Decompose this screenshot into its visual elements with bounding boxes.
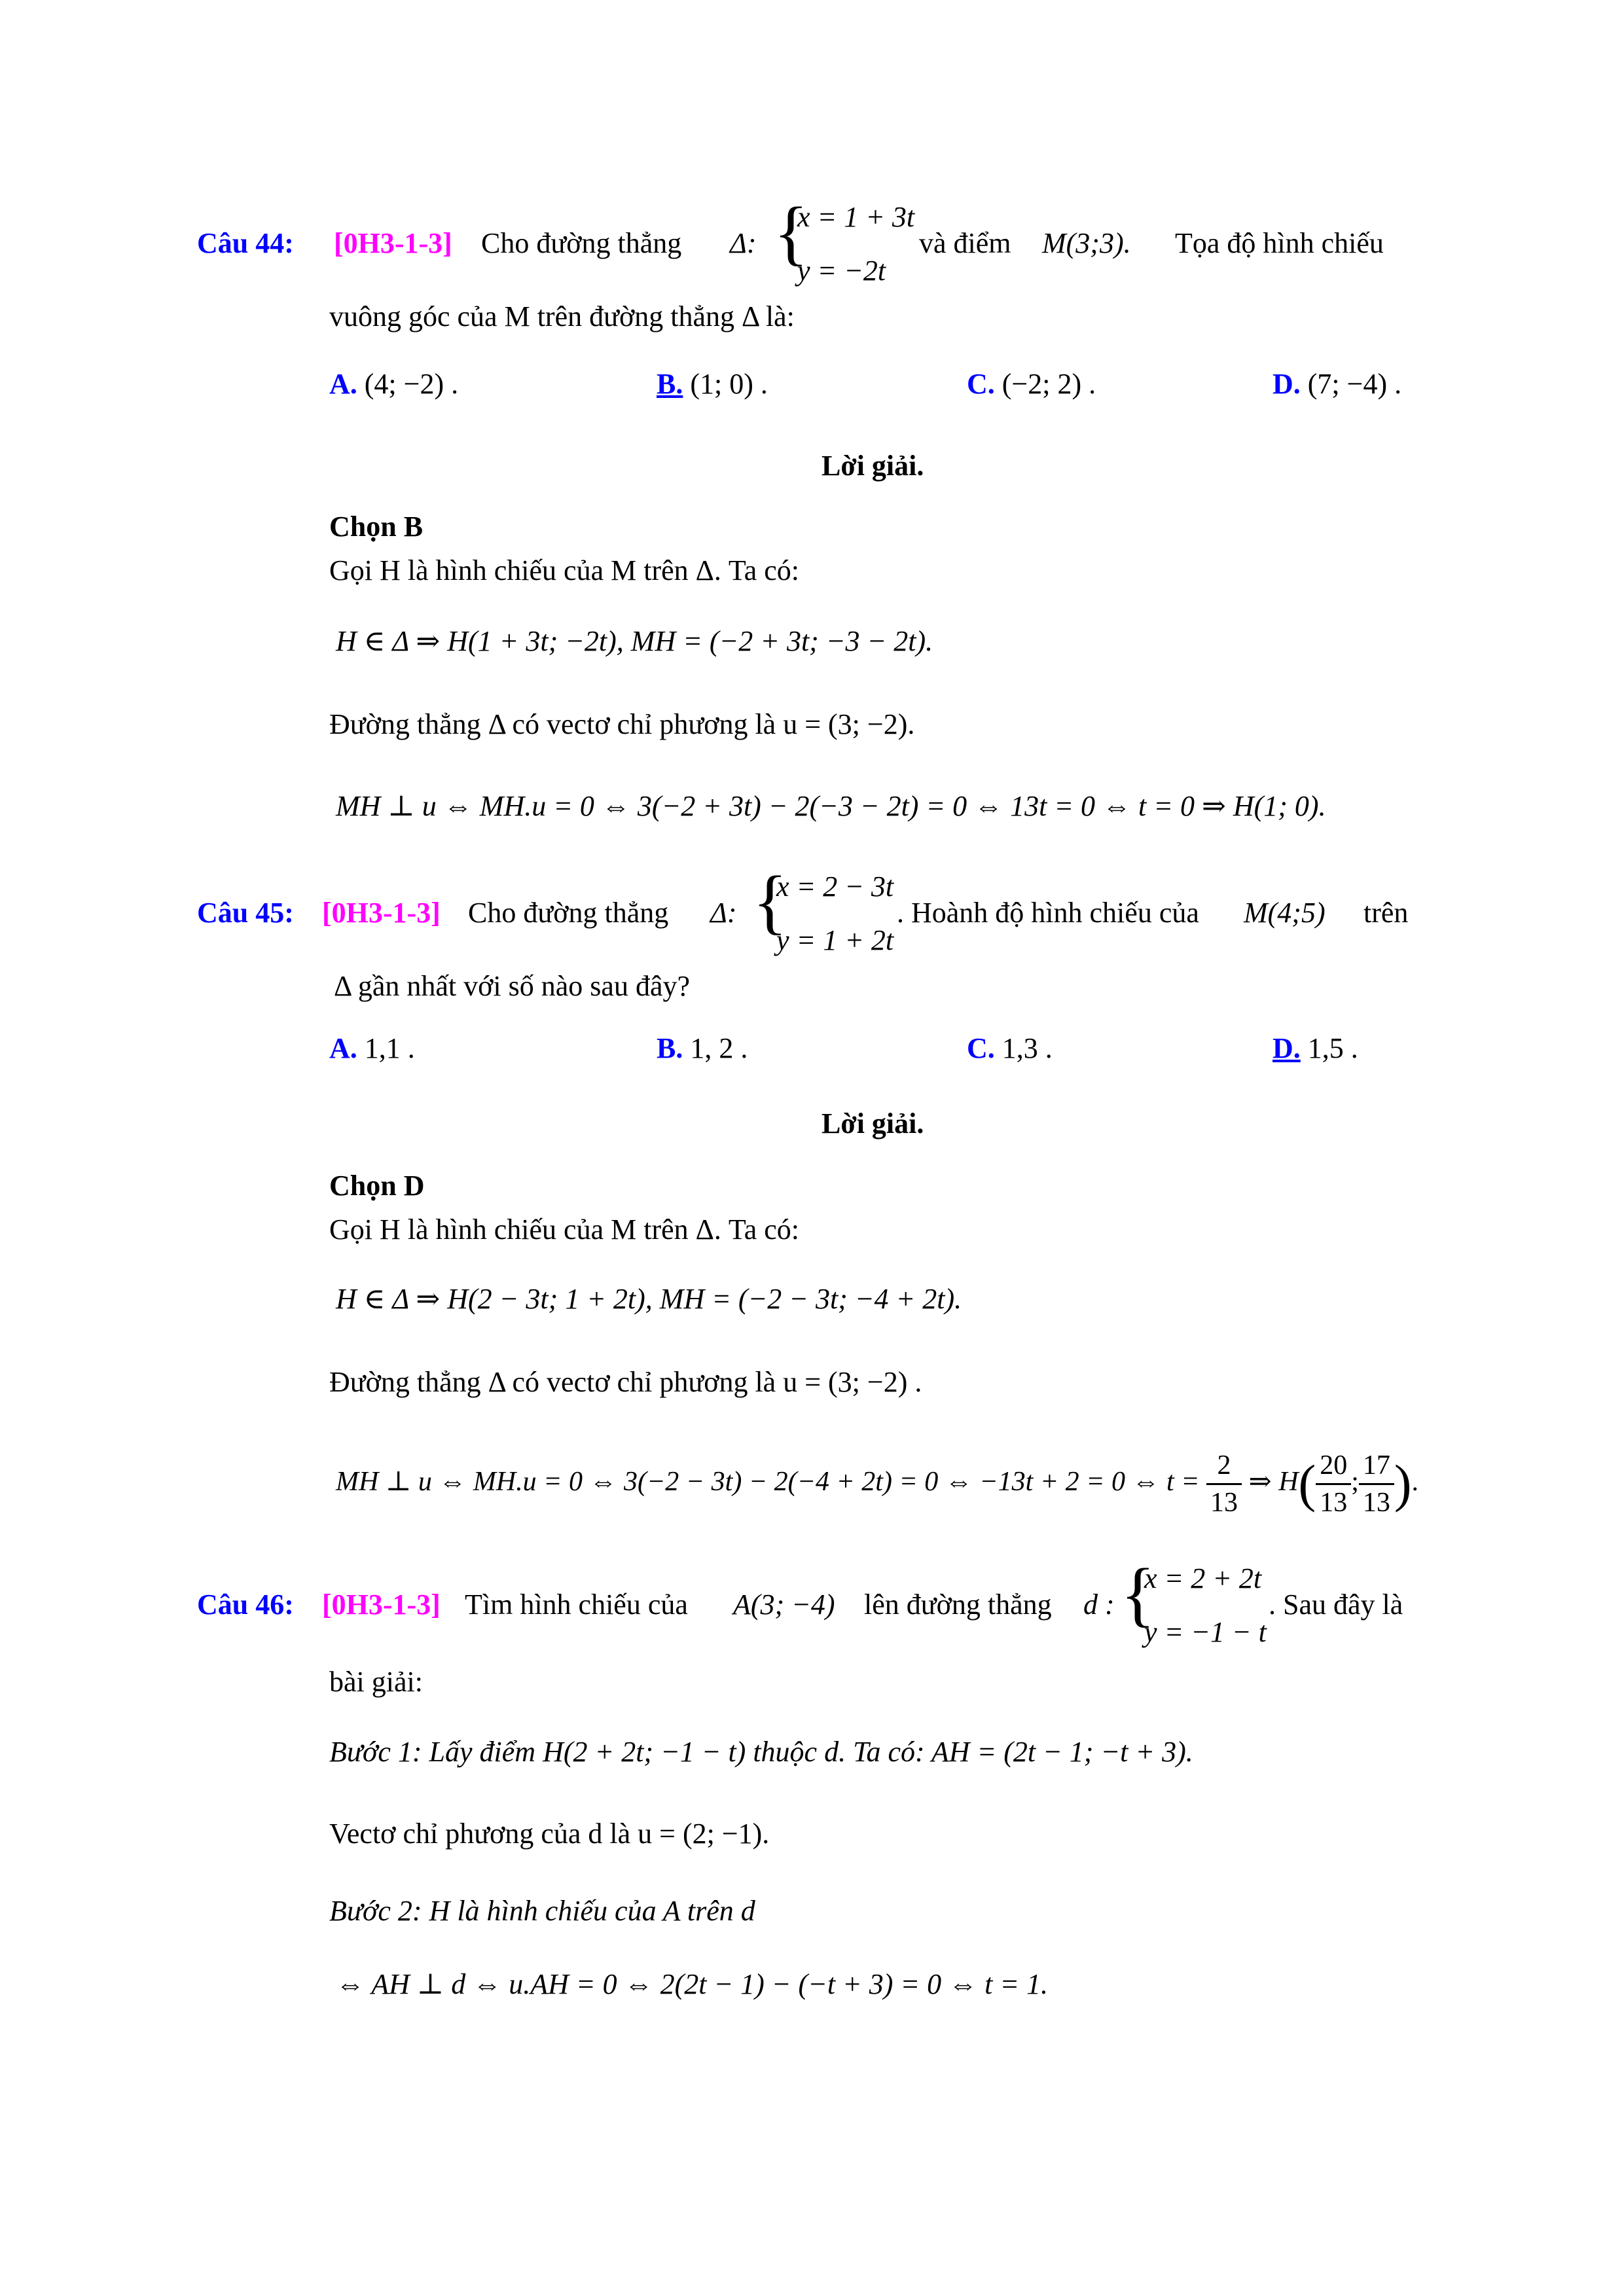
q44-s3: Đường thẳng Δ có vectơ chỉ phương là u = (3; −2). [329,708,915,740]
q46-line2: bài giải: [329,1666,423,1698]
q44-text3: Tọa độ hình chiếu [1175,227,1384,259]
q45-text1: Cho đường thẳng [468,897,669,929]
hy-fraction [1359,1452,1394,1516]
choice-value: 1,3 . [1001,1032,1053,1064]
q44-choice-a [329,370,458,399]
q44-s1: Gọi H là hình chiếu của M trên Δ. Ta có: [329,554,800,586]
q45-s4-main: MH ⊥ u ⇔ MH.u = 0 ⇔ 3(−2 − 3t) − 2(−4 + 2t) = 0 ⇔ −13t + 2 = 0 ⇔ t = [336,1467,1200,1498]
choice-value: 1,5 . [1307,1032,1358,1064]
q45-delta: Δ: [710,897,737,929]
q44-chon: Chọn B [329,511,424,543]
period: . [1411,1467,1418,1498]
q45-s4-implies: ⇒ H [1248,1467,1299,1498]
q46-b1b: Vectơ chỉ phương của d là u = (2; −1). [329,1818,770,1850]
q45-s1: Gọi H là hình chiếu của M trên Δ. Ta có: [329,1213,800,1246]
q45-text3: trên [1363,897,1409,929]
q44-s4: MH ⊥ u ⇔ MH.u = 0 ⇔ 3(−2 + 3t) − 2(−3 − 2t) = 0 ⇔ 13t = 0 ⇔ t = 0 ⇒ H(1; 0). [336,790,1326,822]
q45-solution-title: Lời giải. [821,1107,924,1139]
left-paren: ( [1298,1455,1316,1513]
q45-s3: Đường thẳng Δ có vectơ chỉ phương là u = (3; −2) . [329,1366,922,1398]
q45-point: M(4;5) [1244,897,1326,929]
fraction-denominator: 13 [1362,1488,1390,1518]
q45-s4 [336,1452,1418,1516]
fraction-denominator: 13 [1210,1488,1238,1518]
q46-text1: Tìm hình chiếu của [465,1588,688,1621]
q46-brace: { [1121,1554,1155,1634]
q44-sys2: y = −2t [797,255,886,287]
choice-letter: A. [329,1032,357,1064]
q45-choice-b [657,1034,748,1063]
q45-line2: Δ gần nhất với số nào sau đây? [334,970,691,1002]
q45-choice-c [967,1034,1053,1063]
choice-value: 1, 2 . [690,1032,748,1064]
q44-line2: vuông góc của M trên đường thẳng Δ là: [329,300,795,332]
fraction-numerator: 2 [1206,1452,1242,1485]
q44-text1: Cho đường thẳng [481,227,682,259]
q46-sys1: x = 2 + 2t [1144,1562,1262,1594]
q44-choice-b [657,370,768,399]
q44-solution-title: Lời giải. [821,450,924,482]
choice-value: (4; −2) . [364,368,459,400]
q44-choice-d [1272,370,1401,399]
fraction-denominator: 13 [1320,1488,1348,1518]
q44-code: [0H3-1-3] [334,227,452,259]
q45-text2: . Hoành độ hình chiếu của [897,897,1199,929]
choice-letter: A. [329,368,357,400]
q46-code: [0H3-1-3] [322,1588,441,1621]
t-fraction [1206,1452,1242,1516]
choice-letter: C. [967,368,995,400]
q45-code: [0H3-1-3] [322,897,441,929]
q46-b2: Bước 2: H là hình chiếu của A trên d [329,1895,755,1927]
right-paren: ) [1394,1455,1412,1513]
q44-s2: H ∈ Δ ⇒ H(1 + 3t; −2t), MH = (−2 + 3t; −3 − 2t). [336,625,933,657]
choice-letter: D. [1272,1032,1301,1064]
q45-brace: { [753,861,787,941]
q46-point: A(3; −4) [733,1588,835,1621]
choice-value: (1; 0) . [690,368,768,400]
choice-value: 1,1 . [364,1032,415,1064]
q45-choice-d [1272,1034,1358,1063]
choice-letter: D. [1272,368,1301,400]
q46-label: Câu 46: [197,1588,294,1621]
q45-label: Câu 45: [197,897,294,929]
q44-brace: { [774,192,808,272]
q44-choice-c [967,370,1096,399]
q45-sys1: x = 2 − 3t [776,870,894,903]
q45-s2: H ∈ Δ ⇒ H(2 − 3t; 1 + 2t), MH = (−2 − 3t; −4 + 2t). [336,1283,962,1315]
choice-value: (7; −4) . [1307,368,1402,400]
q46-sys2: y = −1 − t [1144,1616,1267,1648]
q46-text2: lên đường thẳng [864,1588,1052,1621]
semicolon: ; [1351,1467,1359,1498]
q44-text2: và điểm [919,227,1011,259]
q46-b2b: ⇔ AH ⊥ d ⇔ u.AH = 0 ⇔ 2(2t − 1) − (−t + 3) = 0 ⇔ t = 1. [336,1968,1049,2000]
choice-letter: B. [657,1032,683,1064]
q46-text3: . Sau đây là [1269,1588,1403,1621]
choice-letter: B. [657,368,683,400]
choice-letter: C. [967,1032,995,1064]
fraction-numerator: 17 [1359,1452,1394,1485]
q45-sys2: y = 1 + 2t [776,924,894,956]
q46-dname: d : [1083,1588,1115,1621]
q45-chon: Chọn D [329,1170,425,1202]
fraction-numerator: 20 [1316,1452,1351,1485]
q44-delta: Δ: [730,227,757,259]
choice-value: (−2; 2) . [1001,368,1096,400]
q46-b1 [329,1738,1193,1767]
step1-text: Bước 1: Lấy điểm H(2 + 2t; −1 − t) thuộc d. Ta có: AH = (2t − 1; −t + 3). [329,1736,1193,1768]
hx-fraction [1316,1452,1351,1516]
q44-sys1: x = 1 + 3t [797,201,915,233]
q44-label: Câu 44: [197,227,294,259]
q45-choice-a [329,1034,415,1063]
q44-point: M(3;3). [1042,227,1131,259]
